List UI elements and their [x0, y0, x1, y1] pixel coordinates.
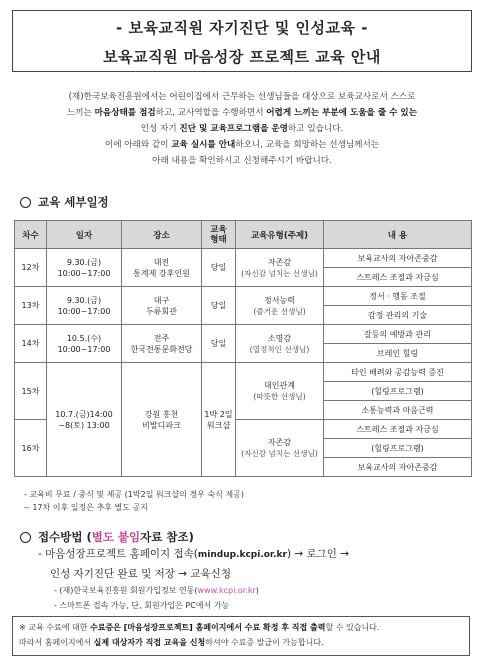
schedule-notes: [24, 488, 244, 514]
time-text: 10:00~17:00: [57, 306, 111, 316]
intro-line-4: [14, 137, 470, 153]
type-cell: [236, 249, 324, 287]
circle-bullet-icon: [20, 532, 31, 543]
round-cell: 15차: [15, 363, 47, 420]
content-cell: 스트레스 조절과 자긍심: [324, 420, 472, 439]
method-line-2: 인성 자기진단 완료 및 저장 → 교육신청: [50, 568, 231, 580]
notice-emphasis: 실제 대상자가 직접 교육을 신청: [93, 638, 206, 647]
place-venue: 한국전통문화전당: [130, 344, 193, 354]
schedule-table: [14, 220, 472, 477]
place-venue: 두류회관: [146, 306, 177, 316]
type-subtitle: (자신감 넘치는 선생님): [241, 268, 318, 278]
notice-line-2: [19, 635, 463, 650]
intro-text: 이에 아래와 같이: [104, 140, 172, 150]
title-line-2: 보육교직원 마음성장 프로젝트 교육 안내: [103, 48, 381, 66]
method-text: - 마음성장프로젝트 홈페이지 접속(: [38, 548, 198, 560]
content-cell: (힐링프로그램): [324, 439, 472, 458]
date-cell-shared: [47, 363, 122, 477]
section-apply-text: 접수방법 (: [38, 530, 92, 544]
table-row: [15, 325, 472, 344]
intro-emphasis: 진단 및 교육프로그램을 운영: [179, 124, 288, 134]
table-row: [15, 287, 472, 306]
form-text: 1박 2일: [204, 409, 233, 419]
intro-emphasis: 마음상태를 점검: [94, 108, 156, 118]
place-city: 전주: [153, 333, 170, 343]
intro-line-3: [14, 121, 470, 137]
type-title: 자존감: [267, 438, 292, 447]
content-cell: 타인 배려와 공감능력 증진: [324, 363, 472, 382]
method-sub-2: - 스마트폰 접속 가능, 단, 회원가입은 PC에서 가능: [54, 601, 230, 610]
content-cell: (힐링프로그램): [324, 382, 472, 401]
notice-text: 할 수 있습니다.: [325, 623, 380, 632]
homepage-link[interactable]: mindup.kcpi.or.kr: [197, 550, 287, 560]
intro-emphasis: 교육 실시를 안내: [171, 140, 236, 150]
content-cell: 갈등의 예방과 관리: [324, 325, 472, 344]
table-row: [15, 363, 472, 382]
header-place: 장소: [122, 221, 202, 249]
header-form: 교육 형태: [202, 221, 236, 249]
place-cell: [122, 325, 202, 363]
intro-line-5: 아래 내용을 확인하시고 신청해주시기 바랍니다.: [152, 156, 332, 166]
content-cell: 보육교사의 자아존중감: [324, 249, 472, 268]
section-apply-text: 자료 참조): [140, 530, 194, 544]
notice-line-1: [19, 620, 463, 635]
circle-bullet-icon: [20, 197, 31, 208]
type-cell: [236, 325, 324, 363]
section-apply-heading: [20, 529, 194, 545]
type-title: 대인관계: [264, 381, 295, 390]
type-subtitle: (열정적인 선생님): [249, 344, 310, 354]
intro-line-2: [14, 105, 470, 121]
notice-text: ※ 교육 수료에 대한: [19, 623, 90, 632]
header-content: 내 용: [324, 221, 472, 249]
content-cell: 정서 · 행동 조절: [324, 287, 472, 306]
intro-text: 느끼는: [66, 108, 95, 118]
intro-text: 하오니, 교육을 희망하는 선생님께서는: [235, 140, 380, 150]
method-sub-text: - (재)한국보육진흥원 회원가입정보 연동(: [54, 586, 198, 595]
section-apply-emphasis: 별도 붙임: [91, 530, 141, 544]
type-title: 자존감: [267, 257, 292, 267]
intro-text: 하고 있습니다.: [288, 124, 344, 134]
notice-text: 따라서 홈페이지에서: [19, 638, 94, 647]
type-title: 정서능력: [264, 295, 295, 305]
time-text: ~8(토) 13:00: [58, 420, 110, 430]
title-box: [12, 10, 472, 72]
section-schedule-label: 교육 세부일정: [38, 195, 109, 209]
date-cell: [47, 249, 122, 287]
place-cell: [122, 249, 202, 287]
intro-text: 인성 자기: [140, 124, 180, 134]
intro-text: 하고, 교사역할을 수행하면서: [155, 108, 267, 118]
kcpi-link[interactable]: www.kcpi.or.kr: [197, 586, 256, 595]
intro-paragraph: [14, 89, 470, 169]
content-cell: 보육교사의 자아존중감: [324, 458, 472, 477]
content-cell: 스트레스 조절과 자긍심: [324, 268, 472, 287]
place-venue: 통계제 강후인원: [133, 268, 190, 278]
title-line-1: - 보육교직원 자기진단 및 인성교육 -: [116, 19, 368, 37]
notice-text: 하셔야 수료증 발급이 가능합니다.: [205, 638, 324, 647]
table-row: [15, 249, 472, 268]
place-city: 강원 홍천: [144, 409, 179, 419]
header-type: 교육유형(주제): [236, 221, 324, 249]
date-text: 9.30.(금): [66, 257, 102, 267]
content-cell: 감정 관리의 기술: [324, 306, 472, 325]
intro-line-1: (재)한국보육진흥원에서는 어린이집에서 근무하는 선생님들을 대상으로 보육교사로서 스스로: [68, 92, 416, 102]
note-future: -- 17차 이후 일정은 추후 별도 공지: [24, 503, 148, 512]
type-cell: [236, 287, 324, 325]
method-text: ) → 로그인 →: [286, 548, 350, 560]
date-cell: [47, 287, 122, 325]
certificate-notice-box: [12, 616, 470, 656]
form-cell-shared: [202, 363, 236, 477]
date-text: 10.5.(수): [66, 333, 102, 343]
type-subtitle: (자신감 넘치는 선생님): [241, 449, 318, 458]
type-cell: [236, 420, 324, 477]
header-round: 차수: [15, 221, 47, 249]
place-city: 대전: [153, 257, 170, 267]
type-cell: [236, 363, 324, 420]
date-text: 9.30.(금): [66, 295, 102, 305]
place-cell-shared: [122, 363, 202, 477]
round-cell: 12차: [15, 249, 47, 287]
place-cell: [122, 287, 202, 325]
time-text: 10:00~17:00: [57, 268, 111, 278]
type-subtitle: (따뜻한 선생님): [253, 392, 306, 401]
header-date: 일자: [47, 221, 122, 249]
method-line-1: [38, 546, 349, 561]
date-text: 10.7.(금)14:00: [55, 409, 113, 419]
round-cell: 16차: [15, 420, 47, 477]
place-city: 대구: [153, 295, 170, 305]
table-header-row: [15, 221, 472, 249]
date-cell: [47, 325, 122, 363]
method-sub-1: [54, 585, 259, 596]
note-fee: - 교육비 무료 / 중식 및 제공 (1박2일 워크샵의 경우 숙식 제공): [24, 490, 244, 499]
type-subtitle: (즐거운 선생님): [253, 306, 306, 316]
round-cell: 14차: [15, 325, 47, 363]
notice-emphasis: 수료증은 [마음성장프로젝트] 홈페이지에서 수료 확정 후 직접 출력: [89, 623, 326, 632]
round-cell: 13차: [15, 287, 47, 325]
place-venue: 비발디파크: [142, 420, 181, 430]
content-cell: 브레인 힐링: [324, 344, 472, 363]
form-cell: 당일: [202, 325, 236, 363]
method-sub-text: ): [255, 586, 259, 595]
time-text: 10:00~17:00: [57, 344, 111, 354]
form-cell: 당일: [202, 249, 236, 287]
form-text: 워크샵: [206, 420, 231, 430]
content-cell: 소통능력과 마음근력: [324, 401, 472, 420]
form-cell: 당일: [202, 287, 236, 325]
intro-emphasis: 어렵게 느끼는 부분에 도움을 줄 수 있는: [266, 108, 418, 118]
section-schedule-heading: [20, 194, 109, 210]
type-title: 소명감: [267, 333, 292, 343]
